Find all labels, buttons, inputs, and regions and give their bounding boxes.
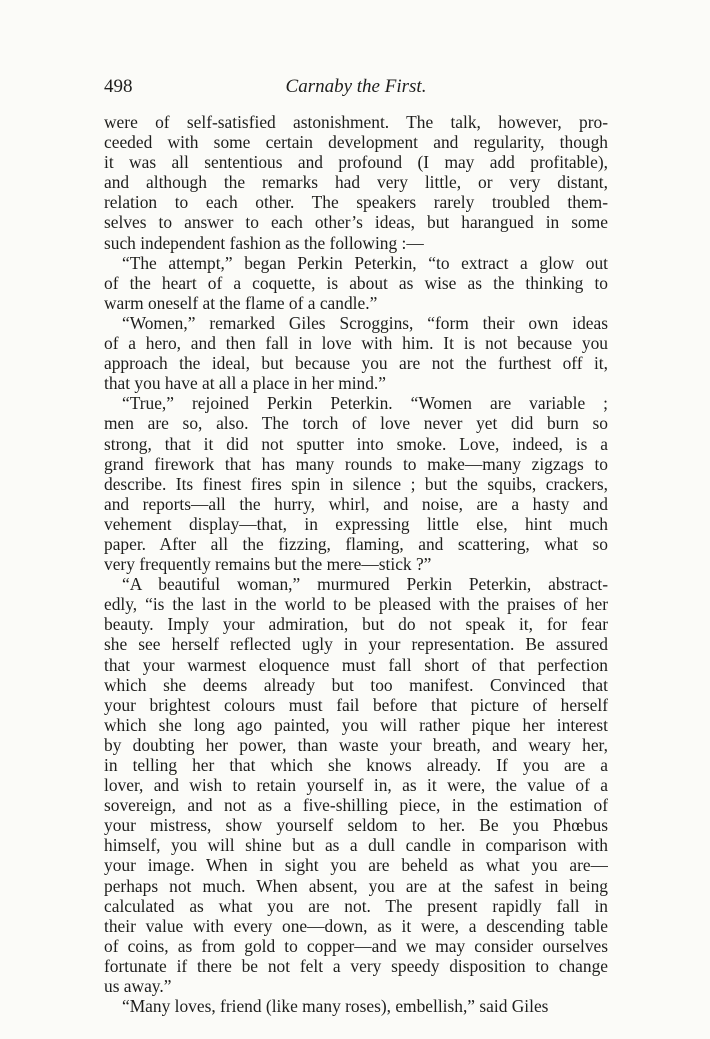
- text-line: ceeded with some certain development and regularity, though: [104, 132, 608, 153]
- text-line: she see herself reflected ugly in your representation. Be assured: [104, 634, 608, 655]
- page-header: [104, 76, 608, 102]
- text-line: that you have at all a place in her mind.”: [104, 373, 387, 394]
- running-title: Carnaby the First.: [285, 76, 427, 97]
- text-line: it was all sententious and profound (I may add profitable),: [104, 152, 608, 173]
- text-line: perhaps not much. When absent, you are at the safest in being: [104, 875, 608, 896]
- text-line: us away.”: [104, 976, 172, 997]
- text-line: and although the remarks had very little, or very distant,: [104, 172, 608, 193]
- text-line: “Women,” remarked Giles Scroggins, “form their own ideas: [122, 312, 608, 333]
- text-line: selves to answer to each other’s ideas, but harangued in some: [104, 212, 608, 233]
- text-line: of a hero, and then fall in love with him. It is not because you: [104, 333, 608, 354]
- text-line: in telling her that which she knows already. If you are a: [104, 755, 608, 775]
- text-line: fortunate if there be not felt a very speedy disposition to change: [104, 955, 608, 976]
- text-line: by doubting her power, than waste your breath, and weary her,: [104, 734, 608, 755]
- text-line: men are so, also. The torch of love never yet did burn so: [104, 413, 608, 434]
- text-line: sovereign, and not as a five-shilling piece, in the estimation of: [104, 795, 608, 816]
- text-line: “A beautiful woman,” murmured Perkin Peterkin, abstract-: [122, 574, 608, 595]
- text-line: of coins, as from gold to copper—and we may consider ourselves: [104, 935, 608, 956]
- text-line: very frequently remains but the mere—stick ?”: [104, 554, 432, 575]
- text-line: “Many loves, friend (like many roses), embellish,” said Giles: [122, 996, 549, 1017]
- text-line: your mistress, show yourself seldom to her. Be you Phœbus: [104, 815, 608, 836]
- text-line: of the heart of a coquette, is about as wise as the thinking to: [104, 272, 608, 293]
- text-line: your brightest colours must fail before that picture of herself: [104, 694, 608, 715]
- text-line: approach the ideal, but because you are not the furthest off it,: [104, 353, 608, 374]
- page-number: 498: [104, 76, 133, 97]
- text-line: grand firework that has many rounds to make—many zigzags to: [104, 453, 608, 474]
- text-line: and reports—all the hurry, whirl, and noise, are a hasty and: [104, 493, 608, 514]
- text-line: “The attempt,” began Perkin Peterkin, “to extract a glow out: [122, 252, 608, 273]
- body-text: [104, 112, 608, 1016]
- text-line: such independent fashion as the following :—: [104, 232, 424, 253]
- text-line: “True,” rejoined Perkin Peterkin. “Women are variable ;: [122, 393, 608, 414]
- text-line: edly, “is the last in the world to be pleased with the praises of her: [104, 594, 608, 615]
- text-line: warm oneself at the flame of a candle.”: [104, 292, 378, 313]
- text-line: were of self-satisfied astonishment. The talk, however, pro-: [104, 112, 608, 132]
- text-line: lover, and wish to retain yourself in, as it were, the value of a: [104, 775, 608, 796]
- text-line: their value with every one—down, as it were, a descending table: [104, 915, 608, 936]
- text-line: calculated as what you are not. The present rapidly fall in: [104, 895, 608, 916]
- text-line: vehement display—that, in expressing little else, hint much: [104, 513, 608, 534]
- text-line: himself, you will shine but as a dull candle in comparison with: [104, 835, 608, 856]
- text-line: which she deems already but too manifest. Convinced that: [104, 674, 608, 695]
- text-line: beauty. Imply your admiration, but do not speak it, for fear: [104, 614, 608, 635]
- text-line: paper. After all the fizzing, flaming, and scattering, what so: [104, 533, 608, 554]
- text-line: describe. Its finest fires spin in silence ; but the squibs, crackers,: [104, 473, 608, 494]
- text-line: strong, that it did not sputter into smoke. Love, indeed, is a: [104, 433, 608, 454]
- text-line: that your warmest eloquence must fall short of that perfection: [104, 654, 608, 675]
- text-line: relation to each other. The speakers rarely troubled them-: [104, 192, 608, 213]
- text-line: which she long ago painted, you will rather pique her interest: [104, 714, 608, 735]
- text-line: your image. When in sight you are beheld as what you are—: [104, 855, 608, 876]
